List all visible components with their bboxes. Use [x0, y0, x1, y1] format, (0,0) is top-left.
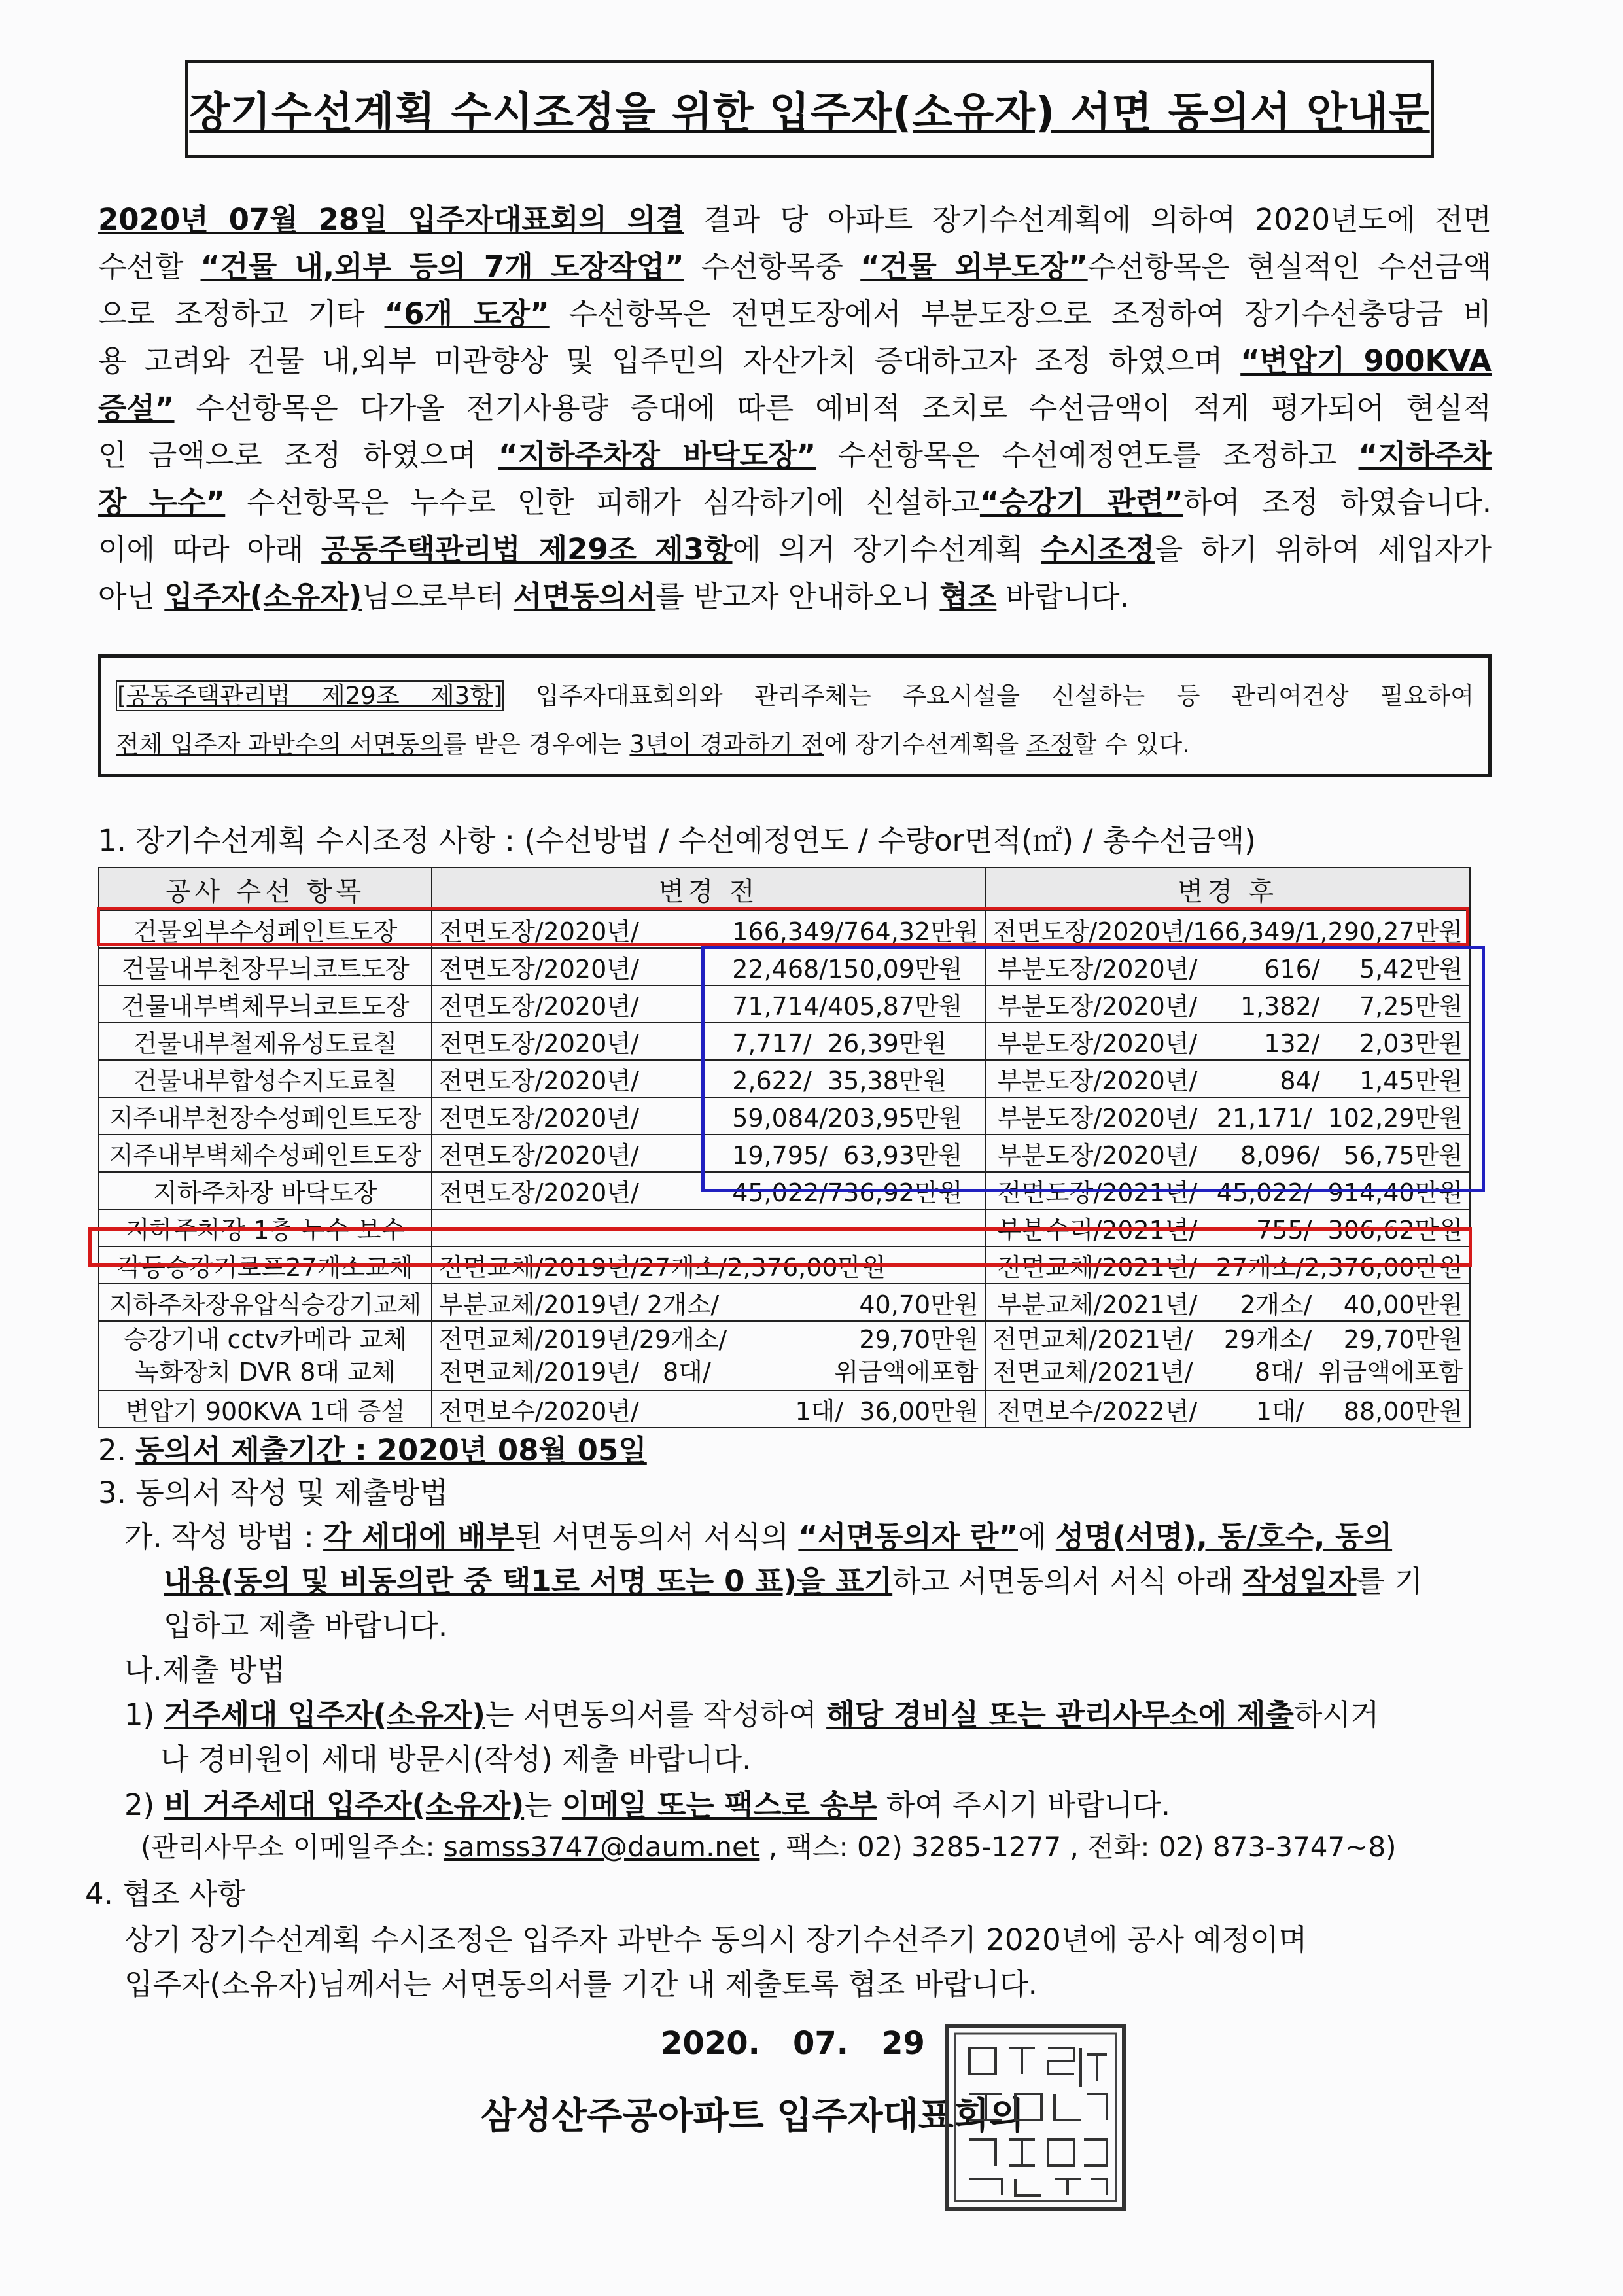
intro-line: [98, 573, 1492, 620]
before-line: [439, 1356, 979, 1388]
item-name: 지주내부벽체수성페인트도장: [99, 1135, 432, 1172]
after-amount: 84/ 1,45만원: [1204, 1060, 1470, 1097]
before-method: 전면도장/2020년/: [432, 911, 725, 948]
after-value: 전면도장/2020년/166,349/1,290,27만원: [986, 911, 1470, 948]
text: 2): [124, 1788, 164, 1822]
after-method: 부분도장/2020년/: [986, 1097, 1204, 1135]
intro-line: [98, 432, 1492, 479]
before-amount: 45,022/736,92만원: [725, 1172, 985, 1209]
after-method: 전면도장/2021년/: [986, 1172, 1204, 1209]
issue-date: 2020. 07. 29: [661, 2025, 925, 2062]
after-amount: 8,096/ 56,75만원: [1204, 1135, 1470, 1172]
before-amount: 1대/ 36,00만원: [725, 1390, 985, 1428]
cooperation-line-1: 상기 장기수선계획 수시조정은 입주자 과반수 동의시 장기수선주기 2020년에 공사 예정이며: [124, 1922, 1308, 1957]
after-amount: 2개소/ 40,00만원: [1204, 1284, 1470, 1321]
text: 용 고려와 건물 내,외부 미관향상 및 입주민의 자산가치 증대하고자 조정 하였으며: [98, 344, 1241, 378]
section-4-heading: 4. 협조 사항: [85, 1877, 246, 1911]
item-name: 건물내부벽체무늬코트도장: [99, 985, 432, 1023]
before-amount: 2,622/ 35,38만원: [725, 1060, 985, 1097]
text: 위금액에포함: [834, 1358, 979, 1386]
text: “건물 내,외부 등의 7개 도장작업”: [200, 249, 684, 284]
before-method: 전면보수/2020년/: [432, 1390, 725, 1428]
text: 할 수 있다.: [1073, 730, 1190, 758]
text: 아닌: [98, 579, 165, 614]
intro-line: [98, 291, 1492, 338]
text: 가. 작성 방법 :: [124, 1519, 324, 1554]
table-row: [99, 1284, 1470, 1321]
official-seal-icon: [943, 2022, 1128, 2213]
text: 를 받은 경우에는: [442, 730, 630, 758]
intro-line: [98, 243, 1492, 291]
text: 하여 조정 하였습니다.: [1183, 485, 1492, 520]
item-name-line: 승강기내 cctv카메라 교체: [123, 1325, 408, 1354]
after-amount: 1대/ 88,00만원: [1204, 1390, 1470, 1428]
method-b1-line-1: [124, 1691, 1379, 1733]
text: 인 금액으로 조정 하였으며: [98, 438, 498, 472]
text: 수선항목은 현실적인 수선금액: [1087, 249, 1492, 284]
text: 에 의거 장기수선계획: [732, 532, 1041, 567]
text: 조정: [1026, 730, 1073, 758]
after-amount: 132/ 2,03만원: [1204, 1023, 1470, 1060]
text: 수선항목중: [684, 249, 861, 284]
item-name: 지주내부천장수성페인트도장: [99, 1097, 432, 1135]
text: “건물 외부도장”: [860, 249, 1088, 284]
text: 성명(서명), 동/호수, 동의: [1055, 1519, 1393, 1554]
text: (관리사무소 이메일주소:: [141, 1831, 444, 1863]
after-method: 전면교체/2021년/: [986, 1246, 1204, 1284]
text: “승강기 관련”: [979, 485, 1183, 520]
text: “서면동의자 란”: [798, 1519, 1018, 1554]
table-row: [99, 1390, 1470, 1428]
before-amount: 40,70만원: [725, 1284, 985, 1321]
text: 으로 조정하고 기타: [98, 296, 385, 331]
cooperation-line-2: 입주자(소유자)님께서는 서면동의서를 기간 내 제출토록 협조 바랍니다.: [124, 1967, 1038, 2002]
before-method: 전면도장/2020년/: [432, 1172, 725, 1209]
blue-highlight-partial-changes: [701, 946, 1485, 1192]
text: 이메일 또는 팩스로 송부: [561, 1788, 877, 1822]
after-amount: 1,382/ 7,25만원: [1204, 985, 1470, 1023]
after-method: 부분교체/2021년/: [986, 1284, 1204, 1321]
table-row: [99, 1321, 1470, 1390]
text: 결과 당 아파트 장기수선계획에 의하여 2020년도에 전면: [684, 202, 1492, 237]
before-method: 부분교체/2019년/ 2개소/: [432, 1284, 725, 1321]
text: 작성일자: [1242, 1564, 1357, 1598]
text: “변압기 900KVA: [1240, 344, 1492, 378]
text: 장 누수”: [98, 485, 226, 520]
text: 님으로부터: [362, 579, 514, 614]
intro-paragraph: [98, 196, 1492, 620]
after-line: [993, 1356, 1463, 1388]
header-item: 공사 수선 항목: [99, 868, 432, 911]
text: 전면교체/2019년/29개소/: [438, 1325, 727, 1354]
text: 바랍니다.: [996, 579, 1129, 614]
before-method: 전면도장/2020년/: [432, 1135, 725, 1172]
item-name: 지하주차장 바닥도장: [99, 1172, 432, 1209]
before-amount: 166,349/764,32만원: [725, 911, 985, 948]
text: 3년이 경과하기 전: [629, 730, 824, 758]
text: 수선항목은 수선예정연도를 조정하고: [816, 438, 1359, 472]
after-method: 부분수리/2021년/: [986, 1209, 1204, 1246]
text: 입주자(소유자): [164, 579, 362, 614]
law-line: [116, 672, 1474, 720]
red-highlight-elevator-rope: [88, 1227, 1472, 1267]
before-value: 전면교체/2019년/27개소/2,376,00만원: [432, 1246, 986, 1284]
before-amount: 7,717/ 26,39만원: [725, 1023, 985, 1060]
method-a-line-3: 입하고 제출 바랍니다.: [164, 1608, 448, 1643]
text: 를 받고자 안내하오니: [655, 579, 940, 614]
document-title-box: [185, 60, 1434, 158]
item-name: 건물외부수성페인트도장: [99, 911, 432, 948]
text: 을 하기 위하여 세입자가: [1154, 532, 1492, 567]
section-3-heading: 3. 동의서 작성 및 제출방법: [98, 1475, 448, 1510]
section-1-heading: 1. 장기수선계획 수시조정 사항 : (수선방법 / 수선예정연도 / 수량or면적(㎡) / 총수선금액): [98, 823, 1256, 858]
text: 전면교체/2021년/: [992, 1358, 1193, 1386]
text: 수선항목은 전면도장에서 부분도장으로 조정하여 장기수선충당금 비: [549, 296, 1492, 331]
text: 29개소/ 29,70만원: [1223, 1325, 1463, 1354]
after-method: 부분도장/2020년/: [986, 1135, 1204, 1172]
text: 수선항목은 다가올 전기사용량 증대에 따른 예비적 조치로 수선금액이 적게 평가되어 현실적: [174, 391, 1492, 425]
text: 서면동의서: [513, 579, 656, 614]
text: 전체 입주자 과반수의 서면동의: [116, 730, 443, 758]
text: 8대/ 위금액에포함: [1254, 1358, 1463, 1386]
law-line: [116, 720, 1474, 769]
table-header-row: [99, 868, 1470, 911]
submission-deadline: 동의서 제출기간 : 2020년 08월 05일: [135, 1433, 647, 1468]
text: 29,70만원: [859, 1325, 979, 1354]
before-method: 전면도장/2020년/: [432, 1060, 725, 1097]
before-method: 전면도장/2020년/: [432, 1097, 725, 1135]
item-name: 건물내부철제유성도료칠: [99, 1023, 432, 1060]
after-line: [993, 1323, 1463, 1356]
before-amount: 59,084/203,95만원: [725, 1097, 985, 1135]
text: 에: [1018, 1519, 1056, 1554]
text: 수선할: [98, 249, 201, 284]
header-before: 변경 전: [432, 868, 986, 911]
text: 입주자대표회의와 관리주체는 주요시설을 신설하는 등 관리여건상 필요하여: [504, 682, 1474, 710]
intro-line: [98, 338, 1492, 385]
after-method: 부분도장/2020년/: [986, 1060, 1204, 1097]
method-b1-line-2: 나 경비원이 세대 방문시(작성) 제출 바랍니다.: [160, 1742, 752, 1776]
item-name: 지하주차장유압식승강기교체: [99, 1284, 432, 1321]
text: 수시조정: [1041, 532, 1155, 567]
after-amount: 21,171/ 102,29만원: [1204, 1097, 1470, 1135]
resolution-date: 2020년 07월 28일 입주자대표회의 의결: [98, 202, 684, 237]
text: 는 서면동의서를 작성하여: [485, 1697, 827, 1732]
text: 1): [124, 1697, 164, 1732]
item-name: 각동승강기로프27개소교체: [99, 1246, 432, 1284]
method-b-heading: 나.제출 방법: [124, 1653, 285, 1687]
text: 하시거: [1293, 1697, 1380, 1732]
intro-line: [98, 196, 1492, 243]
before-amount: 19,795/ 63,93만원: [725, 1135, 985, 1172]
after-method: 부분도장/2020년/: [986, 985, 1204, 1023]
item-name: [99, 1321, 432, 1390]
text: 내용(동의 및 비동의란 중 택1로 서명 또는 0 표)을 표기: [164, 1564, 893, 1598]
before-method: 전면도장/2020년/: [432, 948, 725, 985]
law-reference: [공동주택관리법 제29조 제3항]: [117, 682, 503, 710]
section-2: [98, 1426, 647, 1469]
header-after: 변경 후: [986, 868, 1470, 911]
after-amount: 27개소/2,376,00만원: [1204, 1246, 1470, 1284]
text: 전면교체/2019년/ 8대/: [438, 1358, 711, 1386]
red-highlight-exterior-paint: [97, 907, 1469, 946]
text: 협조: [939, 579, 997, 614]
item-name-line: 녹화장치 DVR 8대 교체: [135, 1358, 396, 1386]
before-amount: 71,714/405,87만원: [725, 985, 985, 1023]
text: 하고 서면동의서 서식 아래: [892, 1564, 1243, 1598]
intro-line: [98, 385, 1492, 432]
after-method: 부분도장/2020년/: [986, 948, 1204, 985]
method-a-line-1: [124, 1513, 1472, 1555]
text: 거주세대 입주자(소유자): [164, 1697, 486, 1732]
law-excerpt-box: [98, 654, 1492, 777]
method-b2-line: [124, 1781, 1170, 1824]
text: 수선항목은 누수로 인한 피해가 심각하기에 신설하고: [225, 485, 980, 520]
intro-line: [98, 479, 1492, 526]
after-value: [986, 1321, 1470, 1390]
text: 공동주택관리법 제29조 제3항: [321, 532, 733, 567]
text: 비 거주세대 입주자(소유자): [164, 1788, 525, 1822]
item-name: 지하주차장 1층 누수 보수: [99, 1209, 432, 1246]
after-amount: 45,022/ 914,40만원: [1204, 1172, 1470, 1209]
item-name: 변압기 900KVA 1대 증설: [99, 1390, 432, 1428]
text: 는: [524, 1788, 562, 1822]
text: 이에 따라 아래: [98, 532, 322, 567]
text: 각 세대에 배부: [323, 1519, 515, 1554]
section-number: 2.: [98, 1433, 136, 1468]
text: , 팩스: 02) 3285-1277 , 전화: 02) 873-3747~8): [759, 1831, 1397, 1863]
method-a-line-2: [164, 1557, 1423, 1600]
before-value: [432, 1321, 986, 1390]
text: “지하주차장 바닥도장”: [498, 438, 816, 472]
before-method: 전면도장/2020년/: [432, 985, 725, 1023]
text: 하여 주시기 바랍니다.: [877, 1788, 1171, 1822]
contact-line: [141, 1826, 1397, 1865]
after-method: 전면보수/2022년/: [986, 1390, 1204, 1428]
intro-line: [98, 526, 1492, 573]
after-amount: 616/ 5,42만원: [1204, 948, 1470, 985]
before-line: [439, 1323, 979, 1356]
text: 된 서면동의서 서식의: [514, 1519, 799, 1554]
item-name: 건물내부합성수지도료칠: [99, 1060, 432, 1097]
text: 를 기: [1356, 1564, 1423, 1598]
item-name: 건물내부천장무늬코트도장: [99, 948, 432, 985]
after-method: 부분도장/2020년/: [986, 1023, 1204, 1060]
issuing-organization: 삼성산주공아파트 입주자대표회의: [481, 2095, 1024, 2138]
document-title: 장기수선계획 수시조정을 위한 입주자(소유자) 서면 동의서 안내문: [189, 89, 1430, 137]
before-amount: 22,468/150,09만원: [725, 948, 985, 985]
email-link[interactable]: samss3747@daum.net: [443, 1831, 760, 1863]
after-amount: 755/ 306,62만원: [1204, 1209, 1470, 1246]
text: “6개 도장”: [384, 296, 550, 331]
text: 해당 경비실 또는 관리사무소에 제출: [826, 1697, 1294, 1732]
text: “지하주차: [1358, 438, 1492, 472]
text: 증설”: [98, 391, 175, 425]
text: 전면교체/2021년/: [992, 1325, 1193, 1354]
text: 에 장기수선계획을: [824, 730, 1027, 758]
before-method: 전면도장/2020년/: [432, 1023, 725, 1060]
